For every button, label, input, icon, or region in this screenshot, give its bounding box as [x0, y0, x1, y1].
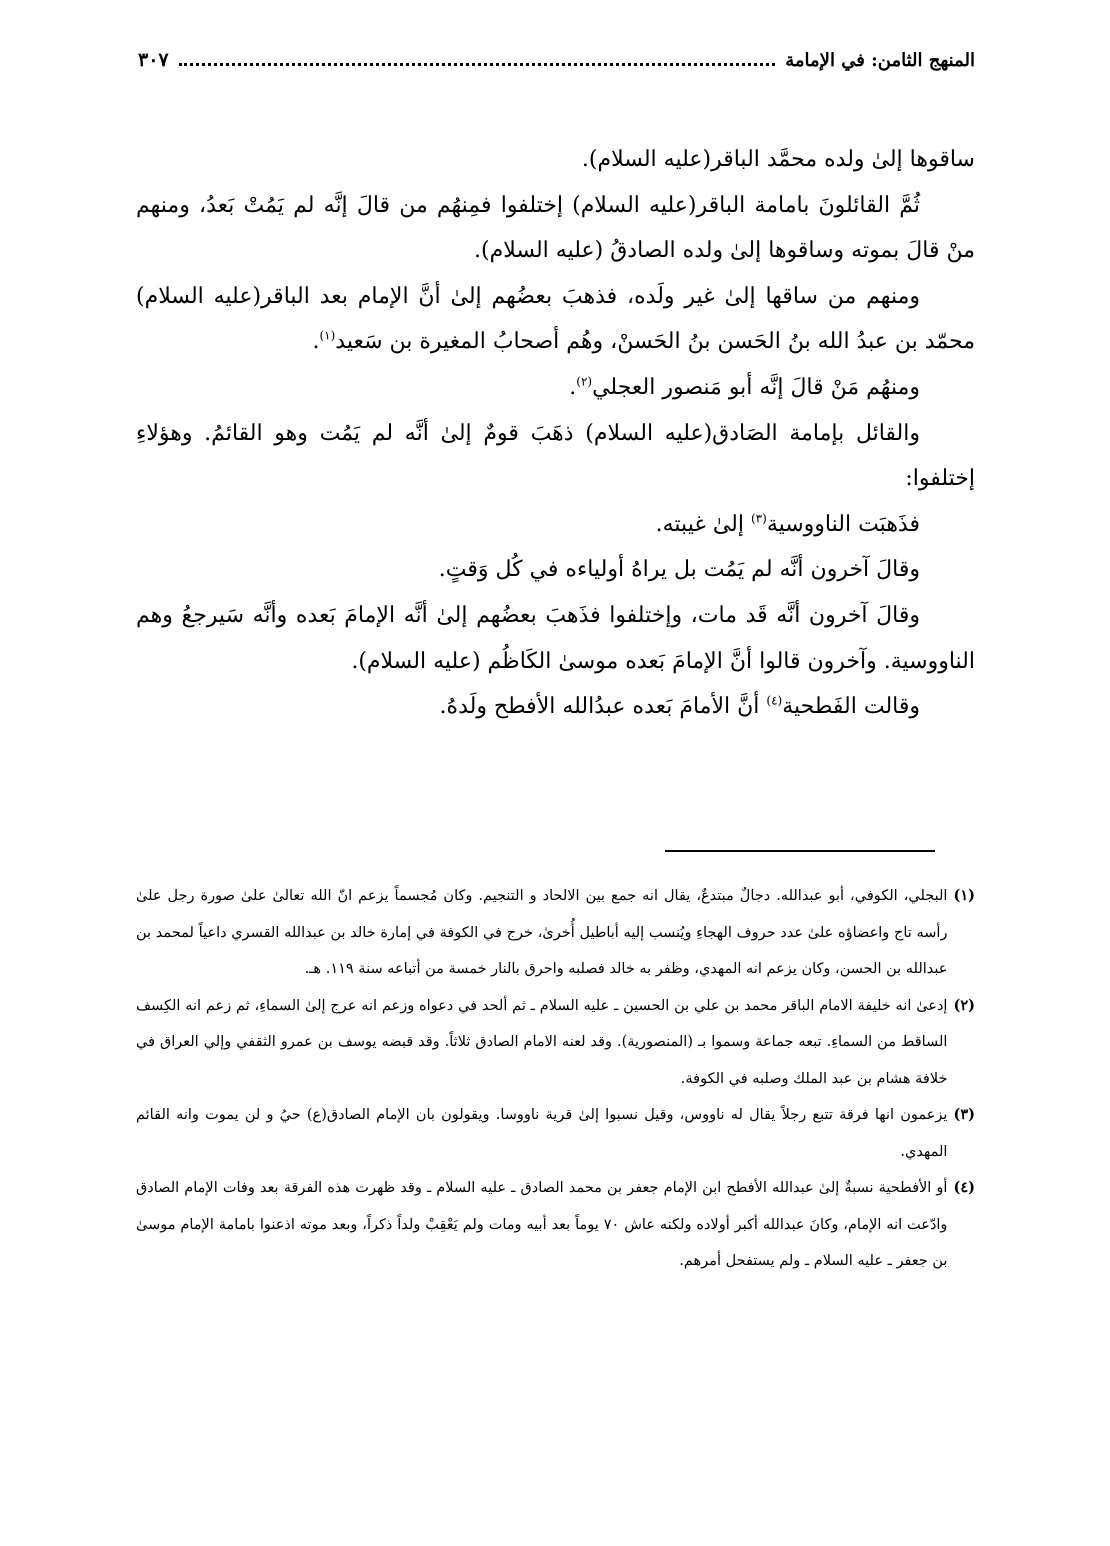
footnote-3: [136, 1097, 975, 1170]
footnote-text: أو الأفطحية نسبةٌ إلىٰ عبدالله الأفطح ابن الإمام جعفر بن محمد الصادق ـ عليه السلام ـ وقد ظهرت هذه الفرقة بعد وفات الإمام الصادق وادّعت انه الإمام، وكانَ عبدالله أكبر أولاده ولكنه عاش ٧٠ يوماً بعد أبيه ومات ولم يَعْقِبْ ولداً ذكراً، وبعد موته اذعنوا بامامة الإمام موسىٰ بن جعفر ـ عليه السلام ـ ولم يستفحل أمرهم.: [136, 1180, 948, 1269]
paragraph: [136, 684, 975, 730]
paragraph: [136, 502, 975, 548]
paragraph: ومنهم من ساقها إلىٰ غير ولَده، فذهبَ بعضُهم إلىٰ أنَّ الإمام بعد الباقر(عليه السلام) محمّد بن عبدُ الله بنُ الحَسن بنُ الحَسنْ، وهُم أصحابُ المغيرة بن سَعيد$^{(١)}$.: [136, 283, 975, 355]
main-text: [136, 137, 975, 730]
page-header: [138, 40, 975, 80]
header-dot-leader: [179, 63, 776, 66]
footnote-marker-3: (٣): [750, 511, 767, 526]
footnote-number: (١): [953, 887, 975, 904]
paragraph-text: ومنهم من ساقها إلىٰ غير ولَده، فذهبَ بعضُهم إلىٰ أنَّ الإمام بعد الباقر(عليه السلام) محمّد بن عبدُ الله بنُ الحَسن بنُ الحَسنْ، وهُم أصحابُ المغيرة بن سَعيد: [136, 283, 975, 355]
paragraph: والقائل بإمامة الصَادق(عليه السلام) ذهَبَ قومٌ إلىٰ أنَّه لم يَمُت وهو القائمُ. وهؤلاءِ إختلفوا:: [136, 420, 975, 492]
footnote-marker-1: (١): [319, 329, 336, 344]
footnote-marker-4: (٤): [766, 693, 783, 708]
footnote-separator: [665, 850, 935, 852]
paragraph-text: فذَهبَت الناووسية: [766, 511, 920, 537]
footnote-number: (٣): [953, 1106, 975, 1123]
paragraph-text: وقالت الفَطحية: [782, 694, 920, 720]
page-number: ٣٠٧: [138, 49, 169, 71]
paragraph-text: أنَّ الأمامَ بَعده عبدُالله الأفطح ولَدهُ.: [439, 694, 760, 720]
footnote-4: [136, 1170, 975, 1280]
paragraph: وقالَ آخرون أنَّه قَد مات، وإختلفوا فذَهبَ بعضُهم إلىٰ أنَّه الإمامَ بَعده وأنَّه سَيرجعُ وهم الناووسية. وآخرون قالوا أنَّ الإمامَ بَعده موسىٰ الكَاظُم (عليه السلام).: [136, 602, 975, 674]
paragraph: وقالَ آخرون أنَّه لم يَمُت بل يراهُ أولياءه في كُل وَقتٍ.: [438, 557, 920, 583]
footnotes: [136, 878, 975, 1280]
footnote-number: (٤): [953, 1179, 975, 1196]
footnote-text: إدعىٰ انه خليفة الامام الباقر محمد بن علي بن الحسين ـ عليه السلام ـ ثم ألحد في دعواه وزعم انه عرج إلىٰ السماءِ، ثم زعم انه الكِسف الساقط من السماءِ. تبعه جماعة وسموا بـ (المنصورية). وقد لعنه الامام الصادق ثلاثاً. وقد قبضه يوسف بن عمرو الثقفي وإلي العراق في خلافة هشام بن عبد الملك وصلبه في الكوفة.: [136, 997, 948, 1087]
paragraph: ومنهُم مَنْ قالَ إنَّه أبو مَنصور العجلي$^{(٢)}$.: [569, 374, 920, 400]
footnote-marker-2: (٢): [576, 374, 593, 389]
running-title: المنهج الثامن: في الإمامة: [785, 49, 975, 71]
paragraph-text: إلىٰ غيبته.: [655, 511, 744, 537]
footnote-2: [136, 988, 975, 1098]
footnote-1: [136, 878, 975, 988]
paragraph-text: ومنهُم مَنْ قالَ إنَّه أبو مَنصور العجلي: [592, 374, 920, 400]
footnote-text: البجلي، الكوفي، أبو عبدالله. دجالٌ مبتدعٌ، يقال انه جمع بين الالحاد و التنجيم. وكان مُجسماً يزعم انّ الله تعالىٰ علىٰ صورة رجل علىٰ رأسه تاج واعضاؤه علىٰ عدد حروف الهجاءِ ويُنسب إليه أباطيل أُخرىٰ، خرج في الكوفة في إمارة خالد بن عبدالله القسري داعياً لمحمد بن عبدالله بن الحسن، وكان يزعم انه المهدي، وظفر به خالد فصلبه واحرق بالنار خمسة من أتباعه سنة ١١٩. هـ.: [136, 888, 948, 977]
footnote-text: يزعمون انها فرقة تتبع رجلاً يقال له ناووس، وقيل نسبوا إلىٰ قرية ناووسا. ويقولون بان الإمام الصادق(ع) حيُ و لن يموت وانه القائم المهدي.: [136, 1107, 948, 1160]
paragraph: ساقوها إلىٰ ولده محمَّد الباقر(عليه السلام).: [581, 147, 975, 172]
paragraph: ثُمَّ القائلونَ بامامة الباقر(عليه السلام) إختلفوا فمِنهُم من قالَ إنَّه لم يَمُتْ بَعدُ، ومنهم منْ قالَ بموته وساقوها إلىٰ ولده الصادقُ (عليه السلام).: [136, 192, 975, 264]
footnote-number: (٢): [953, 996, 975, 1014]
